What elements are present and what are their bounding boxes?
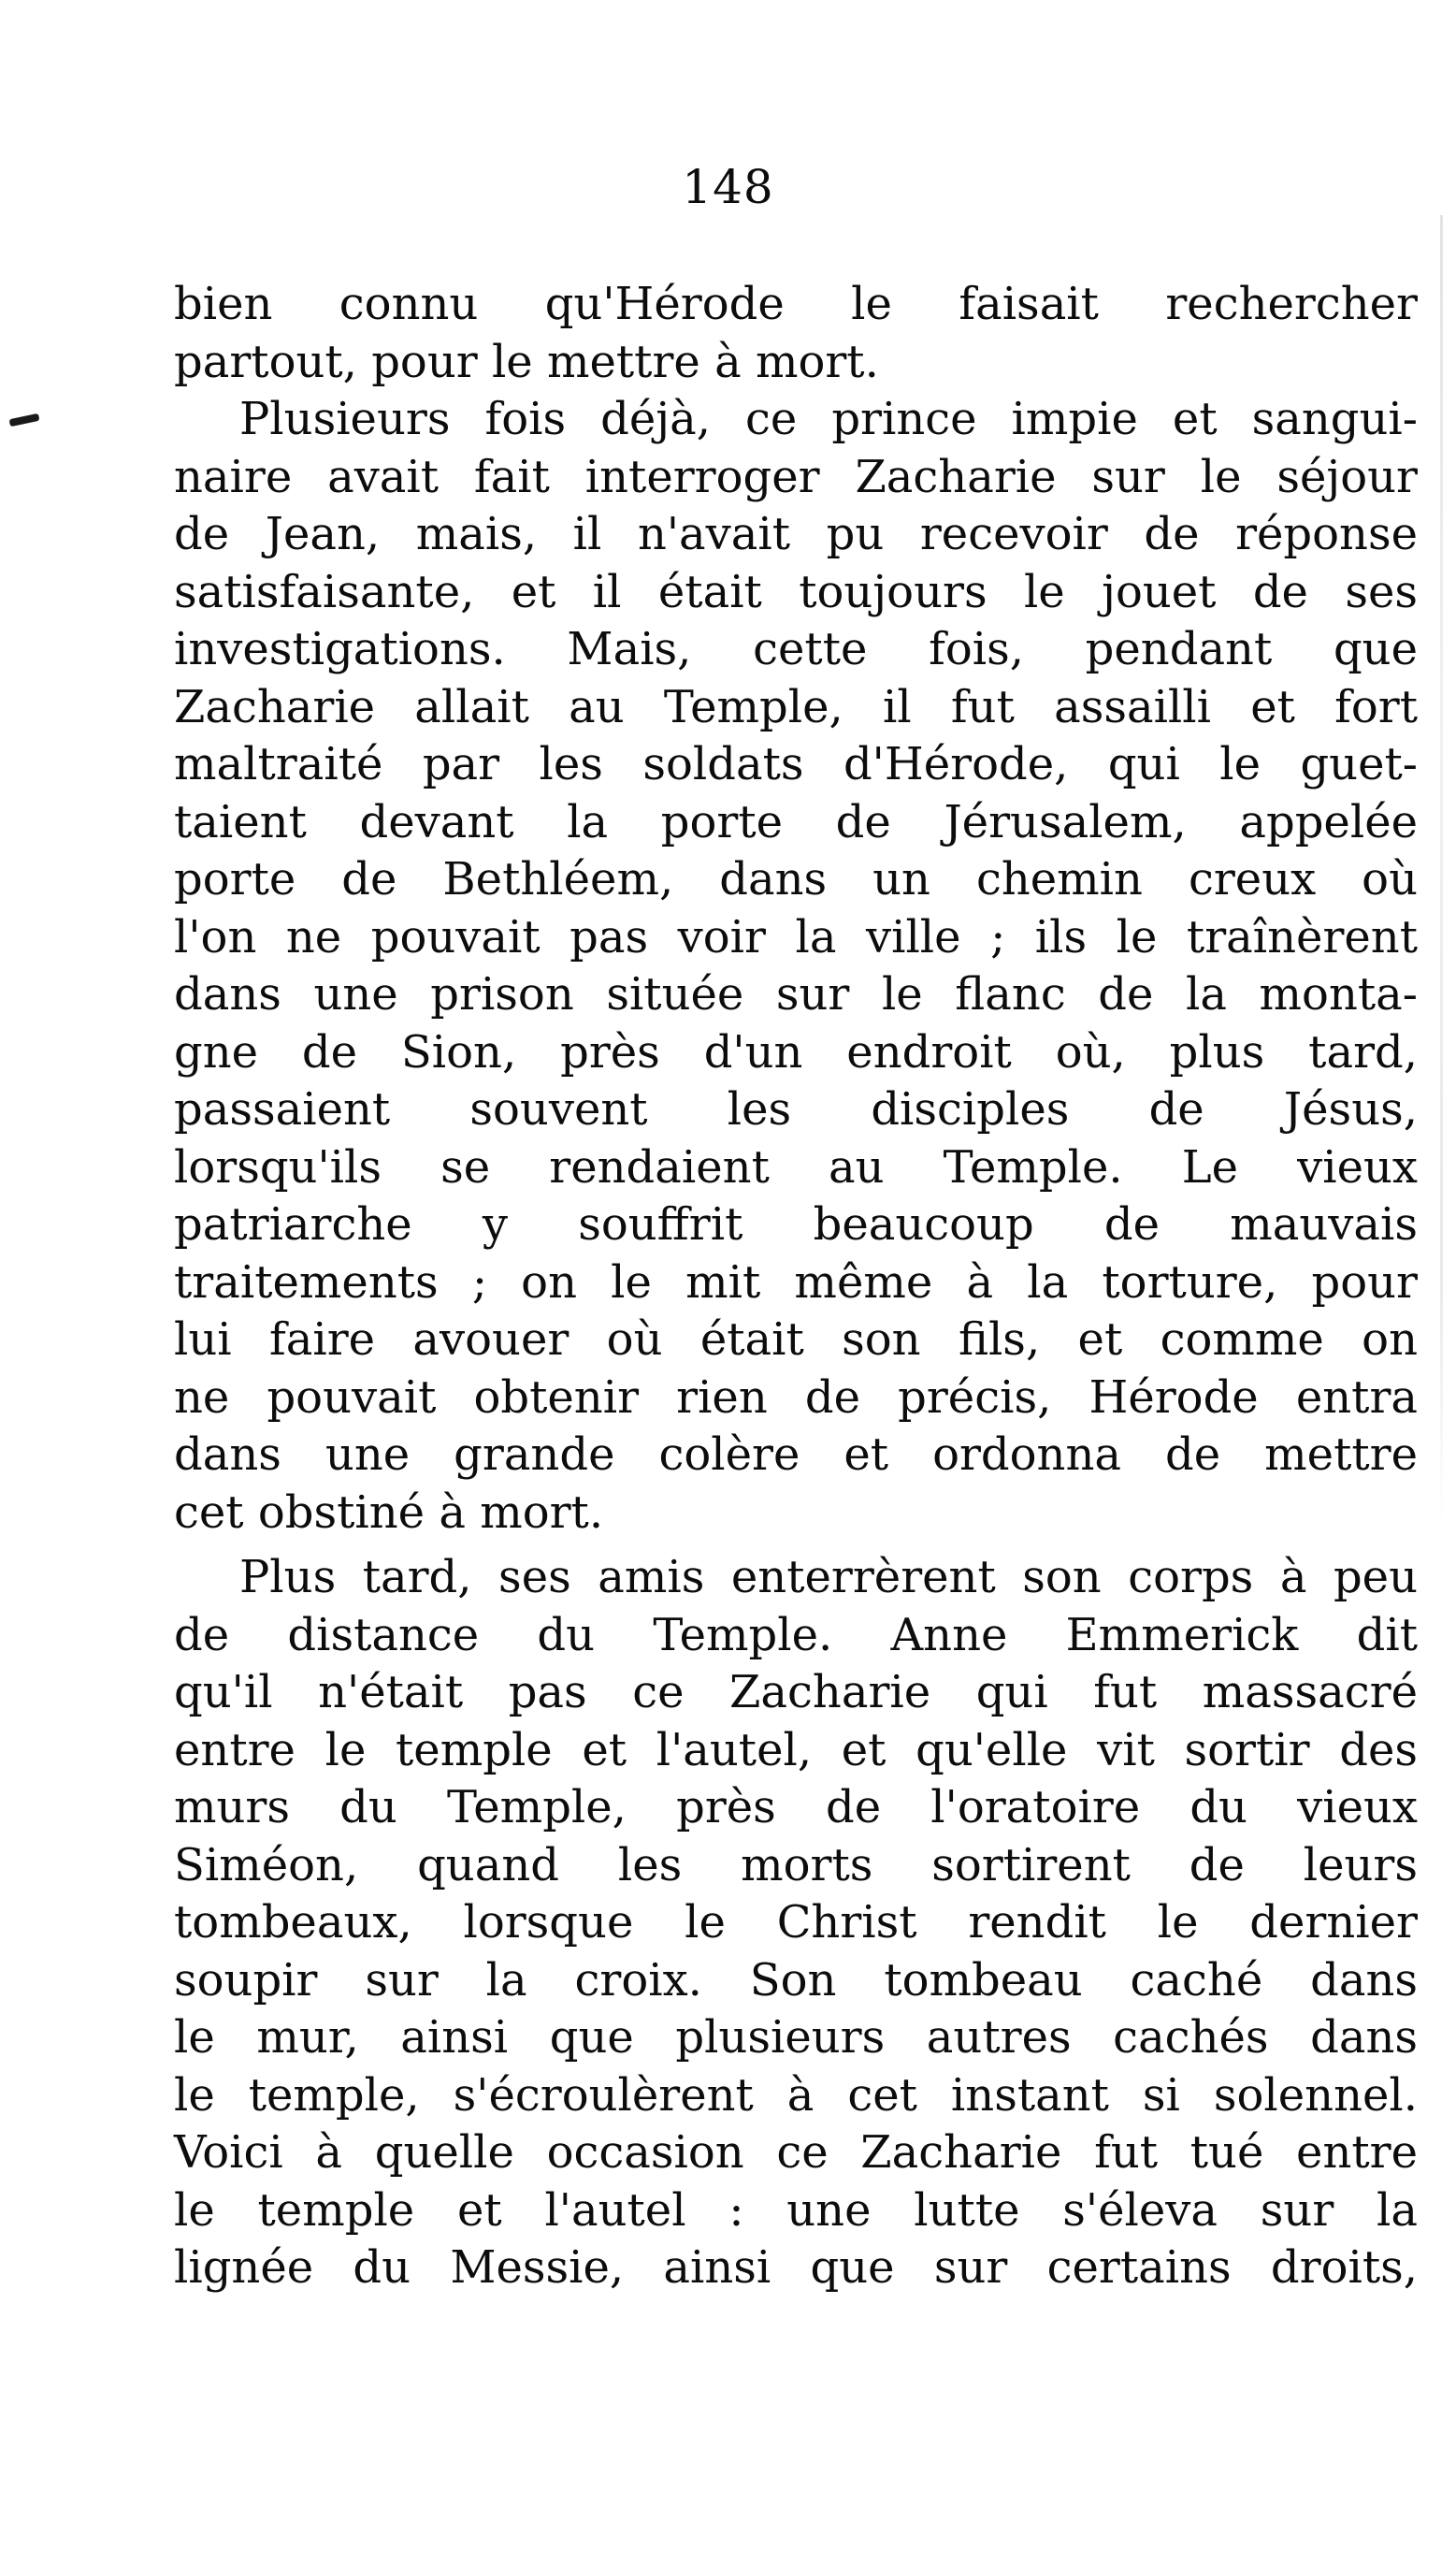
page-number: 148 (682, 160, 774, 214)
text-line: l'on ne pouvait pas voir la ville ; ils le traînèrent (174, 910, 1418, 963)
text-line: de distance du Temple. Anne Emmerick dit (174, 1608, 1418, 1661)
text-line: dans une grande colère et ordonna de mettre (174, 1428, 1418, 1481)
text-line: de Jean, mais, il n'avait pu recevoir de réponse (174, 508, 1418, 560)
text-line: patriarche y souffrit beaucoup de mauvais (174, 1198, 1418, 1251)
text-line: le temple, s'écroulèrent à cet instant si solennel. (174, 2068, 1418, 2122)
text-line: porte de Bethléem, dans un chemin creux où (174, 853, 1418, 906)
text-line: lignée du Messie, ainsi que sur certains droits, (174, 2241, 1418, 2294)
text-line: cet obstiné à mort. (174, 1485, 604, 1539)
text-line: maltraité par les soldats d'Hérode, qui le guet- (174, 738, 1418, 790)
paragraph-start-line: Plus tard, ses amis enterrèrent son corps à peu (239, 1551, 1418, 1603)
page-edge-shadow (1440, 215, 1443, 1525)
text-line: naire avait fait interroger Zacharie sur le séjour (174, 450, 1418, 503)
text-line: passaient souvent les disciples de Jésus, (174, 1083, 1418, 1136)
text-line: traitements ; on le mit même à la torture, pour (174, 1255, 1418, 1309)
margin-ink-mark (9, 413, 40, 427)
text-line: bien connu qu'Hérode le faisait rechercher (174, 278, 1418, 330)
text-line: le temple et l'autel : une lutte s'éleva sur la (174, 2183, 1418, 2237)
text-line: le mur, ainsi que plusieurs autres cachés dans (174, 2011, 1418, 2064)
body-text (174, 276, 1418, 2297)
text-line: lorsqu'ils se rendaient au Temple. Le vieux (174, 1140, 1418, 1194)
text-line: satisfaisante, et il était toujours le jouet de ses (174, 565, 1418, 618)
text-line: partout, pour le mettre à mort. (174, 335, 879, 388)
text-line: dans une prison située sur le flanc de la monta- (174, 968, 1418, 1021)
text-line: Zacharie allait au Temple, il fut assailli et fort (174, 680, 1418, 733)
text-line: gne de Sion, près d'un endroit où, plus tard, (174, 1025, 1418, 1079)
text-line: lui faire avouer où était son fils, et comme on (174, 1313, 1418, 1366)
text-line: qu'il n'était pas ce Zacharie qui fut massacré (174, 1666, 1418, 1718)
text-line: ne pouvait obtenir rien de précis, Hérode entra (174, 1370, 1418, 1424)
text-line: taient devant la porte de Jérusalem, appelée (174, 795, 1418, 848)
text-line: soupir sur la croix. Son tombeau caché dans (174, 1953, 1418, 2007)
text-line: investigations. Mais, cette fois, pendant que (174, 623, 1418, 675)
text-line: Voici à quelle occasion ce Zacharie fut tué entre (174, 2126, 1418, 2179)
text-line: Siméon, quand les morts sortirent de leurs (174, 1838, 1418, 1891)
text-line: entre le temple et l'autel, et qu'elle vit sortir des (174, 1723, 1418, 1776)
paragraph-start-line: Plusieurs fois déjà, ce prince impie et sangui- (239, 393, 1418, 445)
text-line: tombeaux, lorsque le Christ rendit le dernier (174, 1896, 1418, 1949)
text-line: murs du Temple, près de l'oratoire du vieux (174, 1781, 1418, 1833)
